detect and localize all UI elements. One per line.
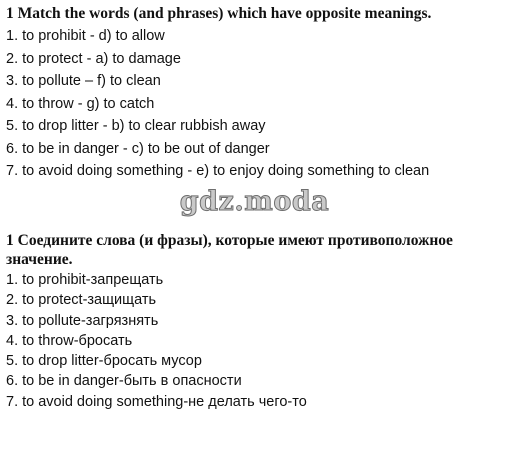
answer-list-english xyxy=(6,25,505,183)
answer-item: 1. to prohibit - d) to allow xyxy=(6,28,165,44)
answer-item: 6. to be in danger - c) to be out of danger xyxy=(6,140,270,157)
answer-item: 4. to throw - g) to catch xyxy=(6,95,155,112)
exercise-english xyxy=(6,4,505,183)
answer-item: 1. to prohibit-запрещать xyxy=(6,272,164,288)
exercise-heading-english: 1 Match the words (and phrases) which have opposite meanings. xyxy=(6,5,432,22)
answer-item: 6. to be in danger-быть в опасности xyxy=(6,373,242,390)
answer-item: 7. to avoid doing something - e) to enjoy doing something to clean xyxy=(6,163,430,179)
answer-item: 3. to pollute-загрязнять xyxy=(6,312,159,329)
answer-item: 7. to avoid doing something-не делать чего-то xyxy=(6,393,307,410)
answer-list-russian xyxy=(6,270,505,412)
answer-item: 2. to protect-защищать xyxy=(6,292,157,309)
answer-item: 4. to throw-бросать xyxy=(6,332,133,349)
exercise-russian xyxy=(6,231,505,412)
answer-item: 5. to drop litter-бросать мусор xyxy=(6,353,202,370)
answer-item: 2. to protect - a) to damage xyxy=(6,50,181,67)
watermark-logo: gdz.moda xyxy=(179,186,330,217)
answer-item: 5. to drop litter - b) to clear rubbish away xyxy=(6,118,266,134)
answer-item: 3. to pollute – f) to clean xyxy=(6,73,161,89)
exercise-heading-russian: 1 Соедините слова (и фразы), которые имеют противоположное значение. xyxy=(6,232,453,268)
